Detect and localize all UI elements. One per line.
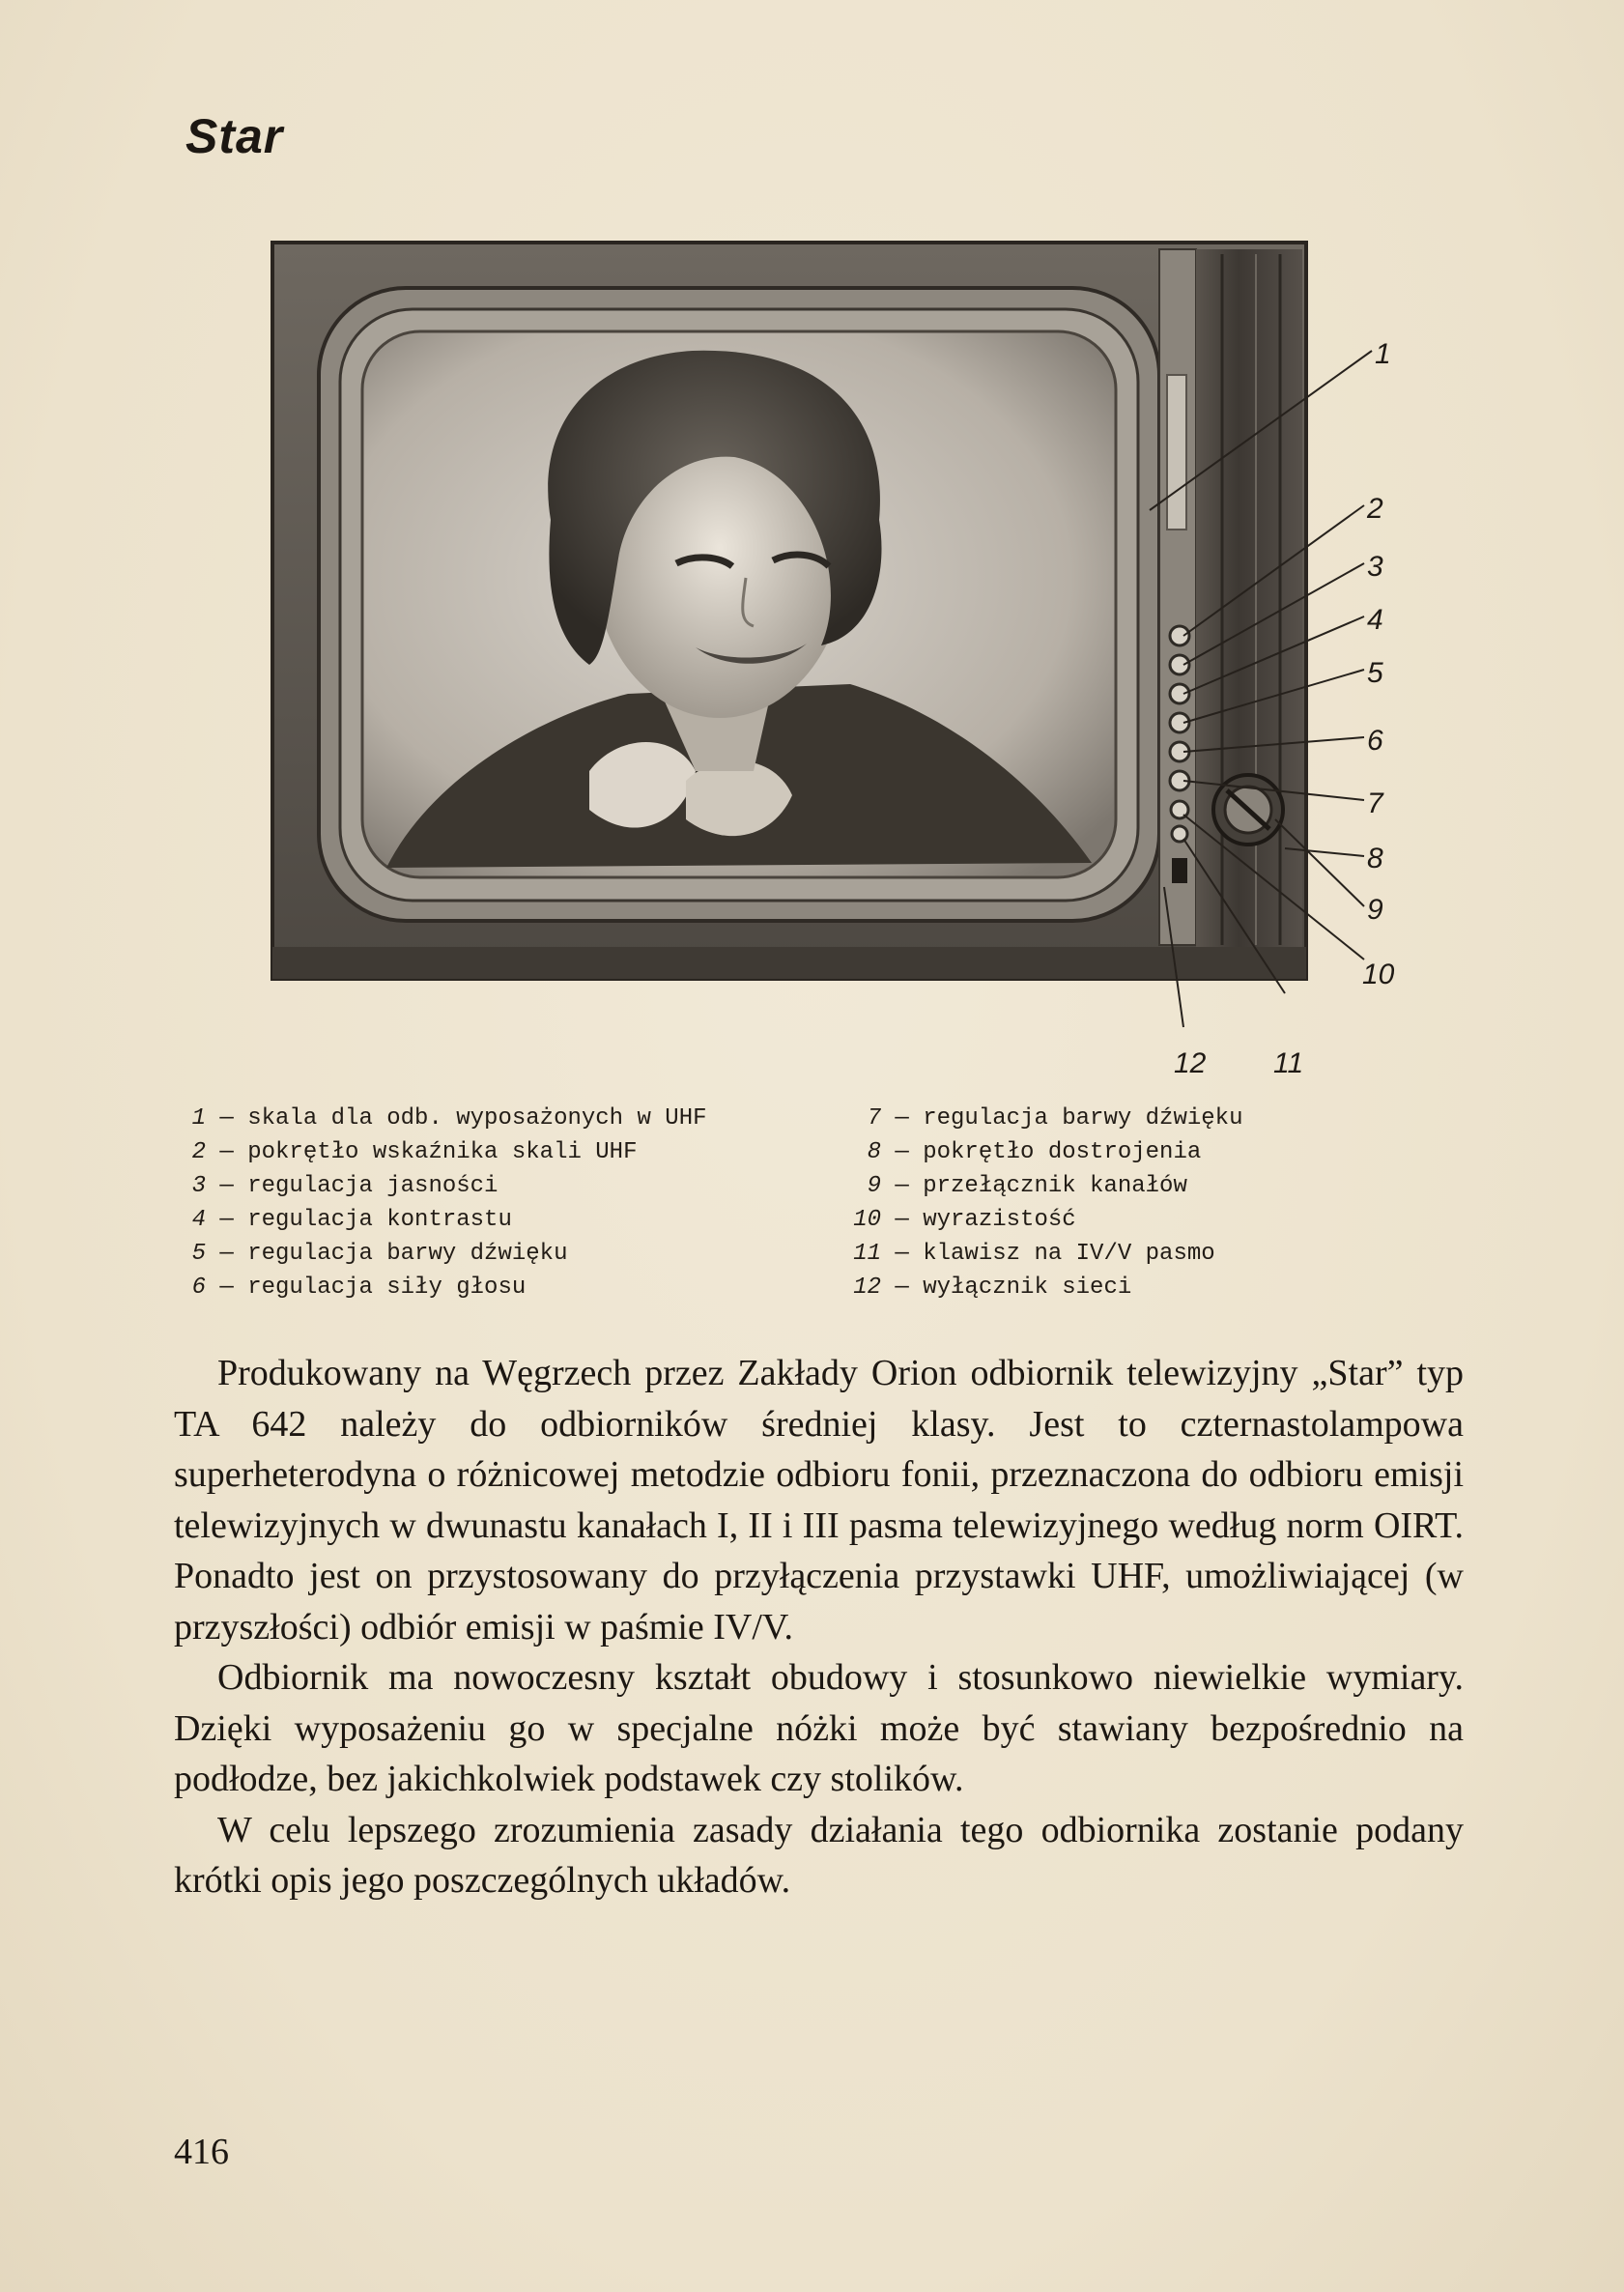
legend-item: 3 — regulacja jasności: [191, 1173, 499, 1199]
callout-8: 8: [1367, 843, 1383, 874]
legend-left-column: [188, 1102, 707, 1304]
legend-item: 9 — przełącznik kanałów: [867, 1173, 1187, 1199]
callout-2: 2: [1367, 493, 1383, 525]
callout-7: 7: [1367, 788, 1383, 819]
paragraph: Produkowany na Węgrzech przez Zakłady Orion odbiornik telewizyjny „Star” typ TA 642 należy do odbiorników średniej klasy. Jest to czternastolampowa superheterodyna o różnicowej metodzie odbioru fonii, przeznaczona do odbioru emisji telewizyjnych w dwunastu kanałach I, II i III pasma telewizyjnego według norm OIRT. Ponadto jest on przystosowany do przyłączenia przystawki UHF, umożliwiającej (w przyszłości) odbiór emisji w paśmie IV/V.: [174, 1353, 1464, 1647]
body-text: [174, 1348, 1464, 1906]
page-number: 416: [174, 2132, 229, 2172]
legend-item: 2 — pokrętło wskaźnika skali UHF: [191, 1139, 638, 1165]
legend-item: 4 — regulacja kontrastu: [191, 1207, 512, 1233]
legend-item: 5 — regulacja barwy dźwięku: [191, 1241, 568, 1267]
callout-1: 1: [1375, 338, 1391, 370]
legend-item: 11 — klawisz na IV/V pasmo: [853, 1241, 1215, 1267]
callout-5: 5: [1367, 657, 1383, 689]
tv-set-illustration: [271, 230, 1410, 1100]
page-heading: Star: [185, 109, 284, 163]
paragraph: W celu lepszego zrozumienia zasady działania tego odbiornika zostanie podany krótki opis jego poszczególnych układów.: [174, 1809, 1464, 1901]
callout-11: 11: [1273, 1047, 1304, 1079]
paragraph: Odbiornik ma nowoczesny kształt obudowy i stosunkowo niewielkie wymiary. Dzięki wyposażeniu go w specjalne nóżki może być stawiany bezpośrednio na podłodze, bez jakichkolwiek podstawek czy stolików.: [174, 1657, 1464, 1799]
callout-9: 9: [1367, 894, 1383, 926]
legend-right-column: [850, 1102, 1242, 1304]
callout-10: 10: [1362, 959, 1395, 990]
legend-item: 1 — skala dla odb. wyposażonych w UHF: [191, 1105, 707, 1132]
legend-item: 12 — wyłącznik sieci: [853, 1275, 1132, 1301]
callout-3: 3: [1367, 551, 1383, 583]
legend-item: 10 — wyrazistość: [853, 1207, 1076, 1233]
legend-item: 8 — pokrętło dostrojenia: [867, 1139, 1202, 1165]
callout-6: 6: [1367, 725, 1383, 757]
legend-item: 7 — regulacja barwy dźwięku: [867, 1105, 1243, 1132]
callout-4: 4: [1367, 604, 1383, 636]
legend-item: 6 — regulacja siły głosu: [191, 1275, 527, 1301]
callout-12: 12: [1174, 1047, 1207, 1079]
